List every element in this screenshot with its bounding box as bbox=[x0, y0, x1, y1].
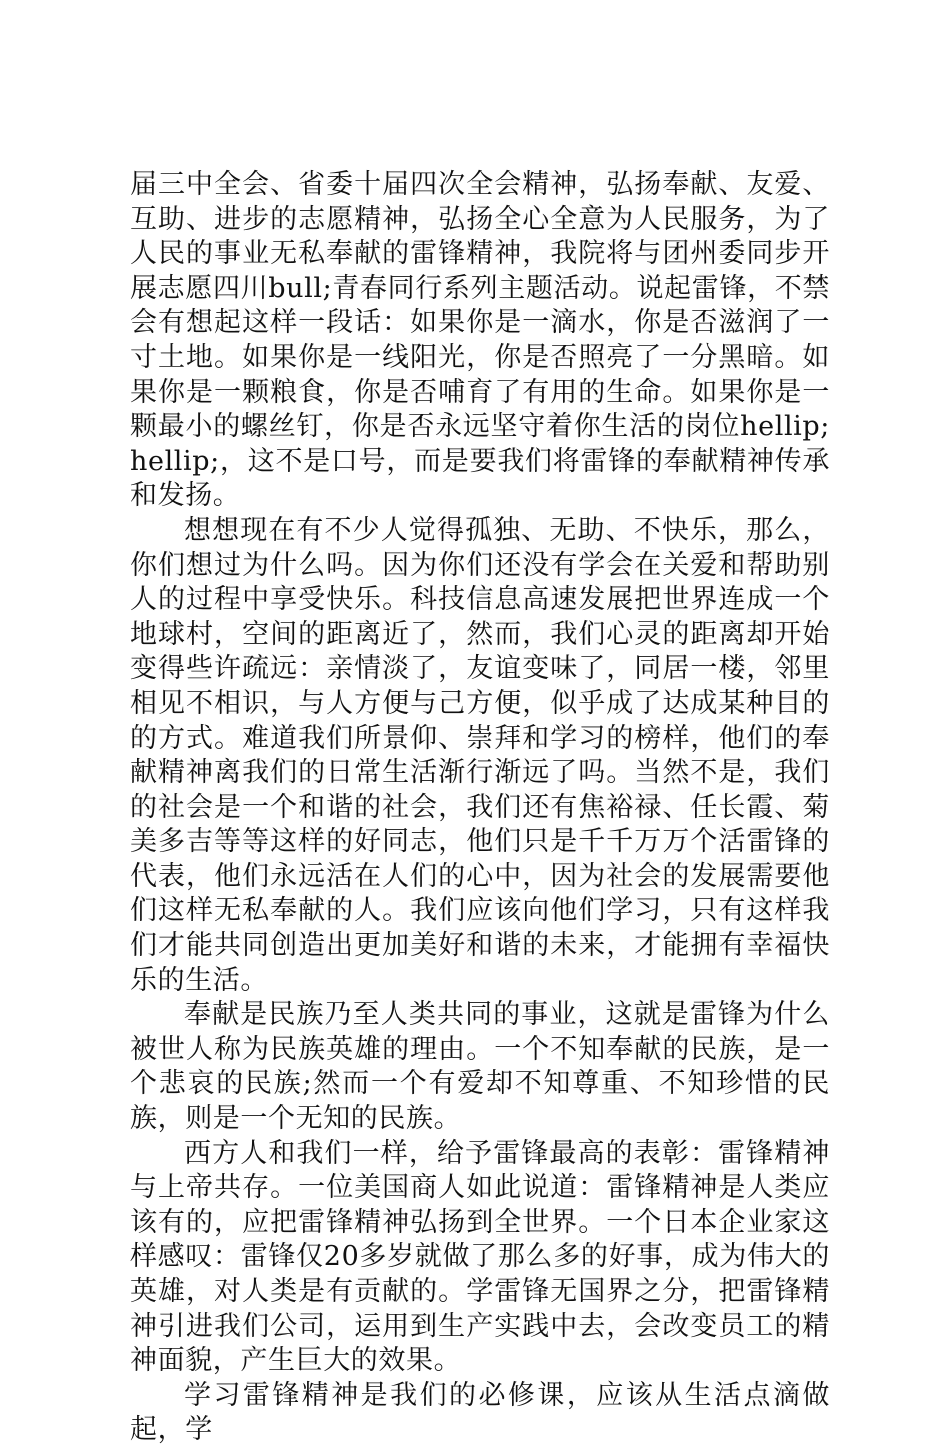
paragraph-4: 西方人和我们一样，给予雷锋最高的表彰：雷锋精神与上帝共存。一位美国商人如此说道：雷锋精神是人类应该有的，应把雷锋精神弘扬到全世界。一个日本企业家这样感叹：雷锋仅20多岁就做了那么多的好事，成为伟大的英雄，对人类是有贡献的。学雷锋无国界之分，把雷锋精神引进我们公司，运用到生产实践中去，会改变员工的精神面貌，产生巨大的效果。 bbox=[130, 1137, 830, 1377]
paragraph-3: 奉献是民族乃至人类共同的事业，这就是雷锋为什么被世人称为民族英雄的理由。一个不知奉献的民族，是一个悲哀的民族;然而一个有爱却不知尊重、不知珍惜的民族，则是一个无知的民族。 bbox=[130, 999, 830, 1135]
paragraph-1: 届三中全会、省委十届四次全会精神，弘扬奉献、友爱、互助、进步的志愿精神，弘扬全心全意为人民服务，为了人民的事业无私奉献的雷锋精神，我院将与团州委同步开展志愿四川bull;青春同行系列主题活动。说起雷锋，不禁会有想起这样一段话：如果你是一滴水，你是否滋润了一寸土地。如果你是一线阳光，你是否照亮了一分黑暗。如果你是一颗粮食，你是否哺育了有用的生命。如果你是一颗最小的螺丝钉，你是否永远坚守着你生活的岗位hellip;hellip;，这不是口号，而是要我们将雷锋的奉献精神传承和发扬。 bbox=[130, 169, 830, 512]
paragraph-5: 学习雷锋精神是我们的必修课，应该从生活点滴做起，学 bbox=[130, 1379, 830, 1446]
document-body bbox=[130, 168, 830, 1448]
paragraph-2: 想想现在有不少人觉得孤独、无助、不快乐，那么，你们想过为什么吗。因为你们还没有学会在关爱和帮助别人的过程中享受快乐。科技信息高速发展把世界连成一个地球村，空间的距离近了，然而，我们心灵的距离却开始变得些许疏远：亲情淡了，友谊变味了，同居一楼，邻里相见不相识，与人方便与己方便，似乎成了达成某种目的的方式。难道我们所景仰、崇拜和学习的榜样，他们的奉献精神离我们的日常生活渐行渐远了吗。当然不是，我们的社会是一个和谐的社会，我们还有焦裕禄、任长霞、菊美多吉等等这样的好同志，他们只是千千万万个活雷锋的代表，他们永远活在人们的心中，因为社会的发展需要他们这样无私奉献的人。我们应该向他们学习，只有这样我们才能共同创造出更加美好和谐的未来，才能拥有幸福快乐的生活。 bbox=[130, 514, 830, 996]
